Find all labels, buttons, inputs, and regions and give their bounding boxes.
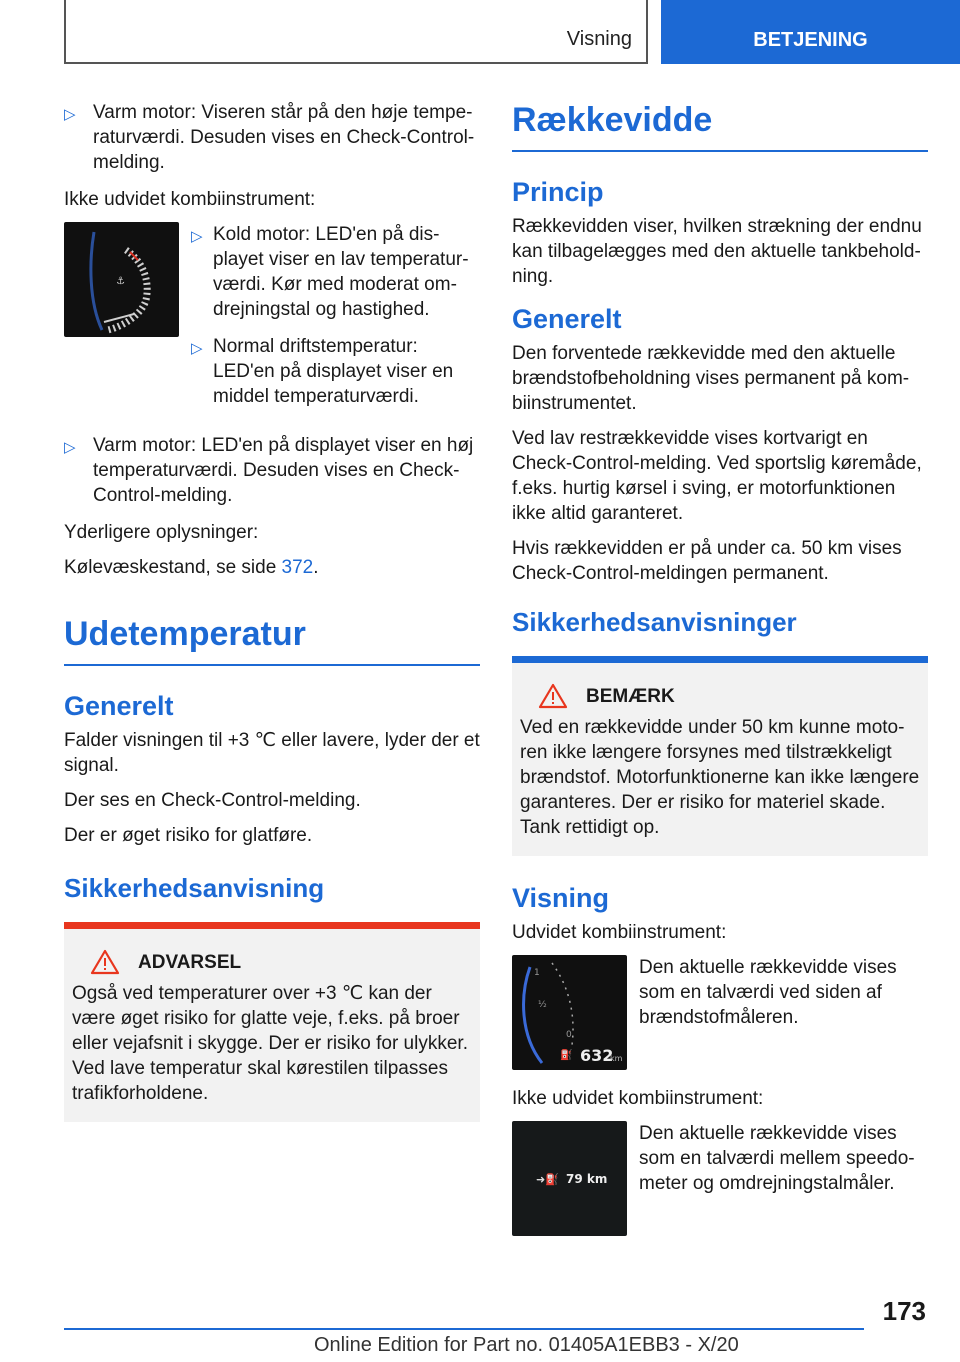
left-column [64, 100, 480, 1122]
svg-text:⛽: ⛽ [560, 1050, 573, 1061]
more-info-label: Yderligere oplysninger: [64, 522, 259, 543]
range-figure-compact-row [512, 1121, 928, 1236]
triangle-bullet-icon: ▷ [191, 228, 203, 245]
bullet-text: Varm motor: Viseren står på den høje temperaturværdi. Desuden vises en Check-Control-melding. [93, 102, 475, 173]
bullet-text: Varm motor: LED'en på displayet viser en høj temperaturværdi. Desuden vises en Check-Control-melding. [93, 435, 474, 506]
footer-edition: Online Edition for Part no. 01405A1EBB3 - X/20 [314, 1334, 739, 1356]
svg-text:⚓: ⚓ [116, 276, 125, 287]
coolant-page-link[interactable]: 372 [281, 557, 314, 578]
heading-general: Generelt [64, 691, 174, 721]
range-figure-expanded-row [512, 955, 928, 1070]
heading-general: Generelt [512, 304, 622, 334]
principle-paragraph: Rækkevidden viser, hvilken strækning der endnu kan tilbagelægges med den aktuelle tankbeholdning. [512, 216, 922, 287]
heading-display: Visning [512, 883, 610, 913]
heading-safety: Sikkerhedsanvisninger [512, 607, 797, 637]
range-value: 632 [580, 1046, 614, 1065]
expanded-text: Den aktuelle rækkevidde vises som en talværdi ved siden af brændstofmåleren. [639, 957, 897, 1028]
header-chapter-tab [661, 0, 960, 64]
not-expanded-label: Ikke udvidet kombiinstrument: [64, 189, 316, 210]
header-chapter-label: BETJENING [753, 29, 868, 51]
notice-title: BEMÆRK [586, 685, 675, 707]
coolant-text: Kølevæskestand, se side [64, 557, 282, 578]
expanded-label: Udvidet kombiinstrument: [512, 922, 727, 943]
heading-rule [64, 664, 480, 666]
range-compact-image [512, 1121, 627, 1236]
general-paragraph-3: Hvis rækkevidden er på under ca. 50 km vises Check-Control-meldingen permanent. [512, 538, 902, 584]
header-frame [64, 0, 648, 64]
warning-title: ADVARSEL [138, 951, 242, 973]
range-unit: km [610, 1054, 623, 1063]
bullet-cold [191, 222, 480, 322]
general-paragraph-1: Den forventede rækkevidde med den aktuelle brændstofbeholdning vises permanent på kombiinstrumentet. [512, 343, 910, 414]
notice-triangle-icon [538, 683, 568, 709]
bullet-normal [191, 334, 480, 409]
warning-box [64, 929, 480, 1122]
notice-text: Ved en rækkevidde under 50 km kunne motoren ikke længere forsynes med tilstrækkeligt brændstof. Motorfunktionerne kan ikke længere garanteres. Der er risiko for materiel skade. Tank rettidigt op. [520, 717, 920, 838]
heading-range: Rækkevidde [512, 101, 713, 139]
right-column [512, 100, 928, 1248]
range-gauge-expanded-image [512, 955, 627, 1070]
not-expanded-label: Ikke udvidet kombiinstrument: [512, 1088, 764, 1109]
temperature-figure-row [64, 222, 480, 421]
heading-outside-temperature: Udetemperatur [64, 615, 306, 653]
temperature-gauge-image [64, 222, 179, 337]
svg-text:➜⛽: ➜⛽ [536, 1173, 559, 1186]
footer-rule [64, 1328, 864, 1330]
heading-rule [512, 150, 928, 152]
header-section-title: Visning [566, 28, 632, 50]
warning-title-row [90, 949, 472, 975]
gauge-tick-0: 0 [566, 1030, 572, 1040]
not-expanded-text: Den aktuelle rækkevidde vises som en talværdi mellem speedometer og omdrejningstalmåler. [639, 1123, 915, 1194]
coolant-reference [64, 555, 480, 580]
warning-triangle-icon [90, 949, 120, 975]
notice-bar [512, 656, 928, 663]
heading-safety: Sikkerhedsanvisning [64, 873, 325, 903]
warning-text: Også ved temperaturer over +3 ℃ kan der være øget risiko for glatte veje, f.eks. på broer eller vejafsnit i skygge. Der er risiko for ulykker. Ved lave temperatur skal kørestilen tilpasses trafikforholdene. [72, 983, 468, 1104]
range-compact-value: 79 km [566, 1172, 608, 1186]
bullet-text: Kold motor: LED'en på displayet viser en lav temperaturværdi. Kør med moderat omdrejningstal og hastighed. [213, 224, 469, 320]
triangle-bullet-icon: ▷ [191, 340, 203, 357]
triangle-bullet-icon: ▷ [64, 106, 76, 123]
general-paragraph-2: Der ses en Check-Control-melding. [64, 790, 361, 811]
gauge-tick-half: ½ [538, 1000, 547, 1010]
triangle-bullet-icon: ▷ [64, 439, 76, 456]
bullet-text: Normal driftstemperatur: LED'en på displayet viser en middel temperaturværdi. [213, 336, 454, 407]
notice-title-row [538, 683, 920, 709]
coolant-suffix: . [313, 557, 319, 578]
page-number: 173 [882, 1296, 926, 1326]
warning-bar [64, 922, 480, 929]
bullet-hot [64, 433, 480, 508]
temperature-figure-text [179, 222, 480, 421]
general-paragraph-1: Falder visningen til +3 ℃ eller lavere, lyder der et signal. [64, 730, 480, 776]
notice-box [512, 663, 928, 856]
general-paragraph-3: Der er øget risiko for glatføre. [64, 825, 313, 846]
general-paragraph-2: Ved lav restrækkevidde vises kortvarigt en Check-Control-melding. Ved sportslig køremåde, f.eks. hurtig kørsel i sving, er motorfunktionen ikke altid garanteret. [512, 428, 922, 524]
heading-principle: Princip [512, 177, 604, 207]
gauge-tick-1: 1 [534, 968, 540, 978]
bullet-hot-expanded [64, 100, 480, 175]
